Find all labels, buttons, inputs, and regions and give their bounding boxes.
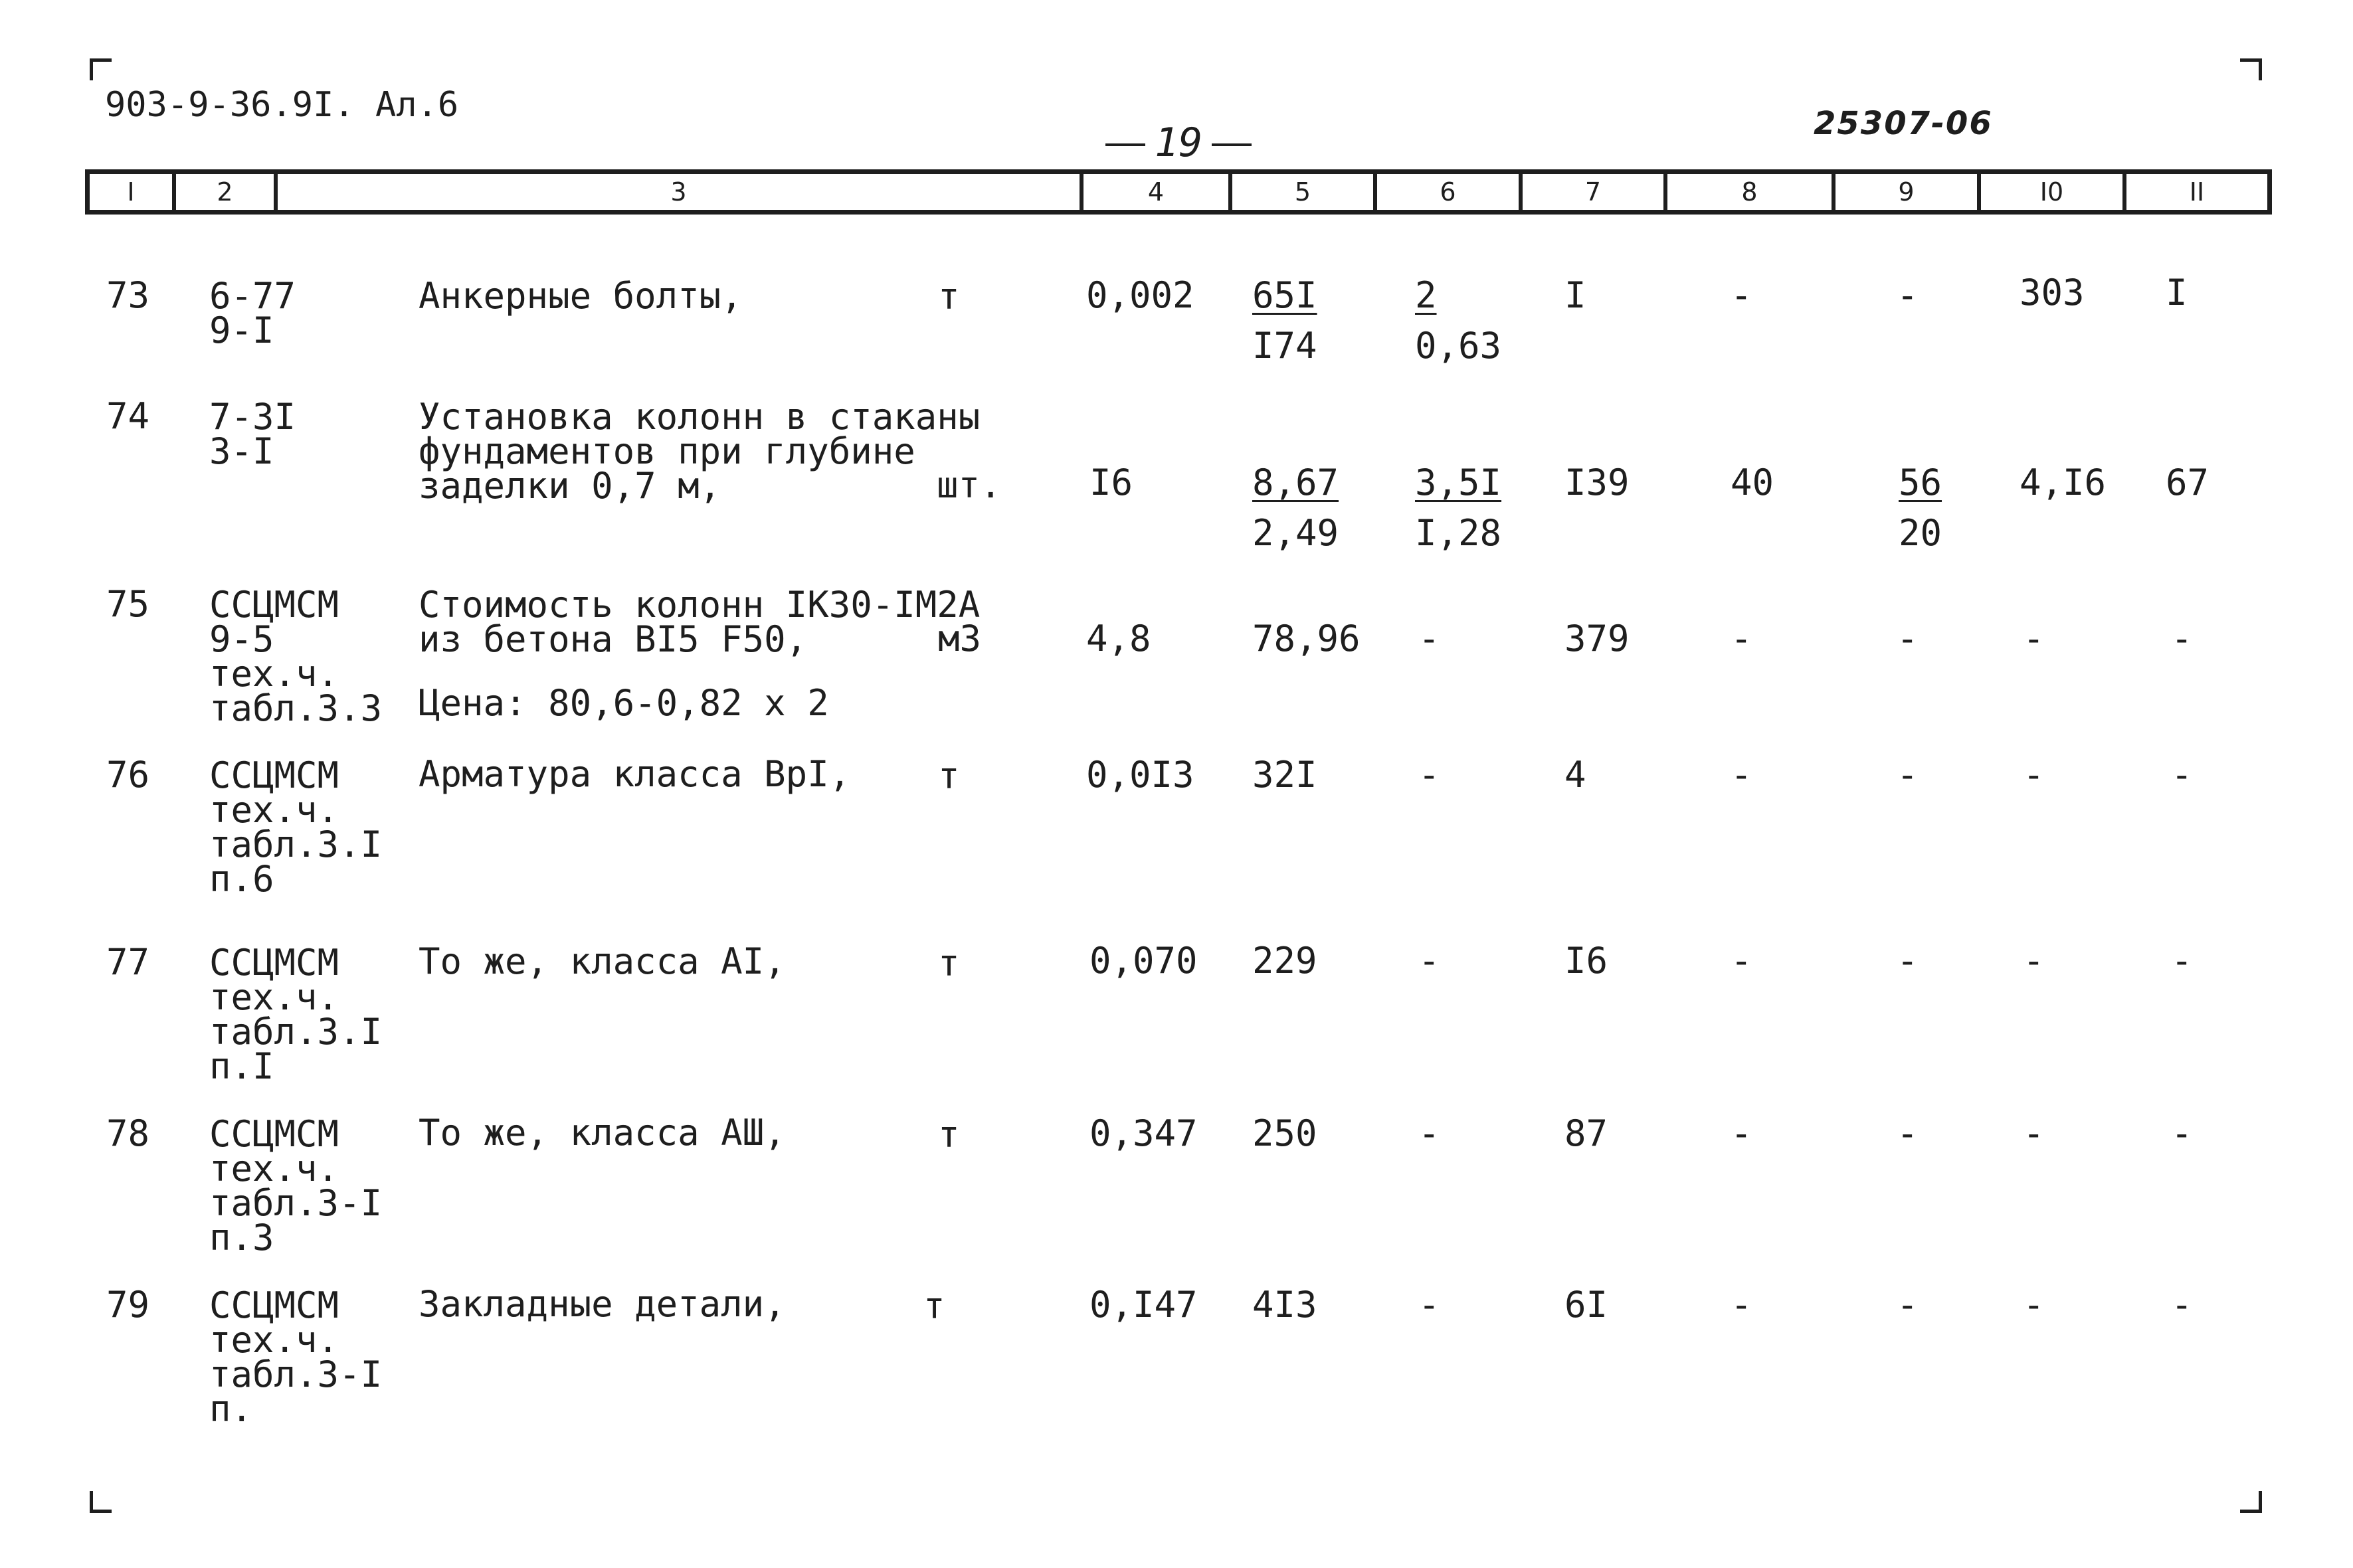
row-col5-bottom: I74 <box>1252 325 1317 367</box>
row-number: 73 <box>106 274 150 316</box>
row-col6-bottom: 0,63 <box>1415 325 1502 367</box>
row-col10: - <box>2023 940 2045 982</box>
row-col8: - <box>1731 618 1752 659</box>
row-unit: т <box>938 942 960 984</box>
row-col11: - <box>2171 940 2193 982</box>
row-description: То же, класса AI, <box>419 940 786 982</box>
column-header-8: 8 <box>1667 174 1835 210</box>
row-col7: 6I <box>1564 1284 1608 1326</box>
row-col7: 379 <box>1564 618 1630 659</box>
row-col8: - <box>1731 1112 1752 1154</box>
row-col9-top: - <box>1897 1284 1919 1326</box>
registration-stamp: 25307-06 <box>1814 105 1993 142</box>
column-header-9: 9 <box>1835 174 1981 210</box>
corner-mark-bottom-right <box>2240 1491 2262 1513</box>
column-header-1: I <box>90 174 176 210</box>
row-col9-top: - <box>1897 1112 1919 1154</box>
row-description: Арматура класса BpI, <box>419 753 851 795</box>
column-header-5: 5 <box>1232 174 1377 210</box>
row-number: 76 <box>106 754 150 796</box>
row-col10: 4,I6 <box>2020 462 2107 503</box>
row-number: 78 <box>106 1112 150 1154</box>
row-quantity: 0,I47 <box>1089 1284 1198 1326</box>
row-col5-top: 250 <box>1252 1112 1317 1154</box>
row-col11: - <box>2171 1284 2193 1326</box>
column-header-10: I0 <box>1981 174 2126 210</box>
row-col6-top: - <box>1418 618 1440 659</box>
row-quantity: 0,0I3 <box>1086 754 1194 796</box>
row-col8: - <box>1731 274 1752 316</box>
row-col9-top: 56 <box>1899 462 1942 503</box>
row-col9-top: - <box>1897 940 1919 982</box>
row-description: Стоимость колонн IK30-IM2A из бетона BI5 F50, <box>419 584 981 660</box>
row-col9-bottom: 20 <box>1899 512 1942 554</box>
row-number: 77 <box>106 941 150 983</box>
row-col10: 303 <box>2020 272 2085 313</box>
row-col7: I39 <box>1564 462 1630 503</box>
row-description: Анкерные болты, <box>419 275 743 317</box>
row-unit: т <box>938 755 960 797</box>
row-col6-top: 2 <box>1415 274 1437 316</box>
row-unit: м3 <box>938 618 982 659</box>
page-number <box>1096 120 1261 166</box>
row-col7: I <box>1564 274 1586 316</box>
column-header-7: 7 <box>1523 174 1667 210</box>
row-code: ССЦМСМ 9-5 тех.ч. табл.3.3 <box>209 584 383 729</box>
row-quantity: 4,8 <box>1086 618 1151 659</box>
row-code: ССЦМСМ тех.ч. табл.3-I п. <box>209 1284 383 1430</box>
row-col5-top: 78,96 <box>1252 618 1361 659</box>
row-col8: - <box>1731 754 1752 796</box>
table-header <box>85 169 2272 215</box>
row-col10: - <box>2023 618 2045 659</box>
row-code: 7-3I 3-I <box>209 396 296 472</box>
row-unit: т <box>938 1114 960 1156</box>
column-header-3: 3 <box>278 174 1083 210</box>
row-col11: I <box>2166 272 2188 313</box>
row-code: 6-77 9-I <box>209 275 296 351</box>
row-col9-top: - <box>1897 618 1919 659</box>
row-quantity: 0,347 <box>1089 1112 1198 1154</box>
row-description: Закладные детали, <box>419 1283 786 1325</box>
row-code: ССЦМСМ тех.ч. табл.3-I п.3 <box>209 1113 383 1259</box>
row-col11: 67 <box>2166 462 2210 503</box>
row-col10: - <box>2023 754 2045 796</box>
row-col6-bottom: I,28 <box>1415 512 1502 554</box>
row-unit: шт. <box>937 464 1002 506</box>
row-quantity: I6 <box>1089 462 1133 503</box>
row-number: 75 <box>106 583 150 625</box>
row-col8: 40 <box>1731 462 1774 503</box>
page-number-value: 19 <box>1155 120 1203 166</box>
row-description: То же, класса AШ, <box>419 1112 786 1154</box>
row-number: 74 <box>106 395 150 437</box>
row-col5-top: 229 <box>1252 940 1317 982</box>
row-col11: - <box>2171 1112 2193 1154</box>
row-col6-top: - <box>1418 940 1440 982</box>
row-col6-top: - <box>1418 754 1440 796</box>
row-quantity: 0,002 <box>1086 274 1194 316</box>
row-col9-top: - <box>1897 274 1919 316</box>
corner-mark-top-right <box>2240 58 2262 80</box>
column-header-6: 6 <box>1377 174 1523 210</box>
row-col6-top: 3,5I <box>1415 462 1502 503</box>
row-unit: т <box>938 276 960 317</box>
row-col5-top: 4I3 <box>1252 1284 1317 1326</box>
row-code: ССЦМСМ тех.ч. табл.3.I п.I <box>209 942 383 1087</box>
row-price-note: Цена: 80,6-0,82 x 2 <box>419 682 829 724</box>
row-col5-top: 8,67 <box>1252 462 1339 503</box>
row-col5-top: 65I <box>1252 274 1317 316</box>
row-col7: I6 <box>1564 940 1608 982</box>
row-col10: - <box>2023 1284 2045 1326</box>
page-number-dash-left <box>1105 143 1145 146</box>
page-number-dash-right <box>1212 143 1252 146</box>
document-code: 903-9-36.9I. Ал.6 <box>105 85 459 125</box>
row-quantity: 0,070 <box>1089 940 1198 982</box>
row-col8: - <box>1731 1284 1752 1326</box>
column-header-11: II <box>2189 177 2205 207</box>
row-col11: - <box>2171 618 2193 659</box>
row-col11: - <box>2171 754 2193 796</box>
row-code: ССЦМСМ тех.ч. табл.3.I п.6 <box>209 754 383 900</box>
corner-mark-top-left <box>90 58 112 80</box>
column-header-4: 4 <box>1083 174 1232 210</box>
row-col7: 4 <box>1564 754 1586 796</box>
corner-mark-bottom-left <box>90 1491 112 1513</box>
row-col6-top: - <box>1418 1112 1440 1154</box>
row-col9-top: - <box>1897 754 1919 796</box>
column-header-2: 2 <box>176 174 278 210</box>
row-number: 79 <box>106 1284 150 1326</box>
row-col6-top: - <box>1418 1284 1440 1326</box>
row-col10: - <box>2023 1112 2045 1154</box>
row-unit: т <box>923 1285 945 1327</box>
row-description: Установка колонн в стаканы фундаментов при глубине заделки 0,7 м, <box>419 396 981 507</box>
row-col5-bottom: 2,49 <box>1252 512 1339 554</box>
row-col5-top: 32I <box>1252 754 1317 796</box>
row-col8: - <box>1731 940 1752 982</box>
row-col7: 87 <box>1564 1112 1608 1154</box>
